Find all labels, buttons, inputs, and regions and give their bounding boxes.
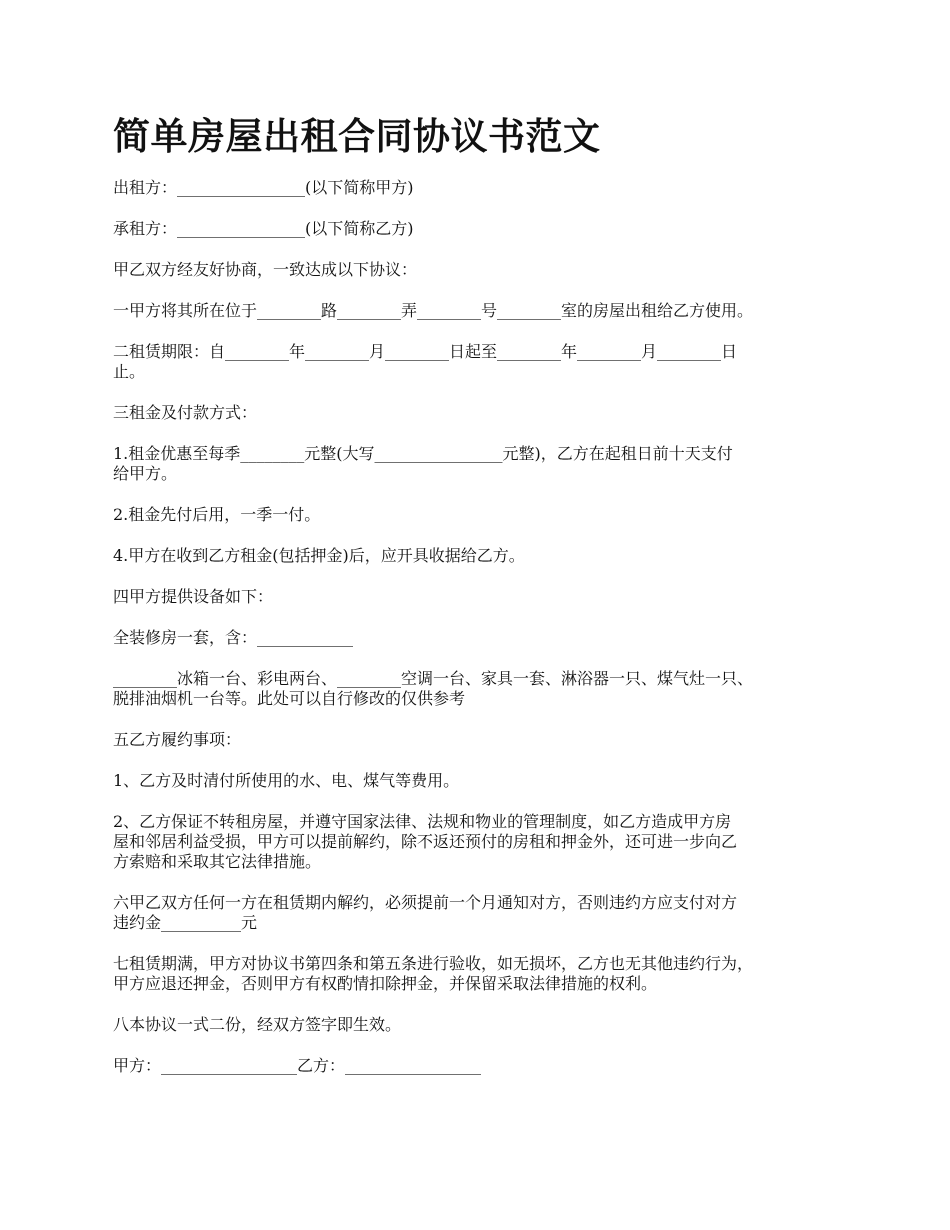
clause-3-item-2: 2.租金先付后用，一季一付。 [113,505,321,524]
signature-line: 甲方：_________________乙方：_________________ [113,1056,482,1075]
clause-3-item-4: 4.甲方在收到乙方租金(包括押金)后，应开具收据给乙方。 [113,546,525,565]
clause-5-heading: 五乙方履约事项： [113,730,242,749]
clause-4-furnishing: 全装修房一套，含：____________ [113,628,354,647]
clause-5-item-1: 1、乙方及时清付所使用的水、电、煤气等费用。 [113,771,460,790]
clause-3-item-1: 1.租金优惠至每季________元整(大写________________元整)，乙方在起租日前十天支付 给甲方。 [113,444,733,483]
clause-3-heading: 三租金及付款方式： [113,403,258,422]
agreement-intro: 甲乙双方经友好协商，一致达成以下协议： [113,260,418,279]
clause-4-equipment-list: ________冰箱一台、彩电两台、________空调一台、家具一套、淋浴器一只、煤气灶一只、 脱排油烟机一台等。此处可以自行修改的仅供参考 [113,669,754,708]
clause-7-expiry: 七租赁期满，甲方对协议书第四条和第五条进行验收，如无损坏，乙方也无其他违约行为， 甲方应退还押金，否则甲方有权酌情扣除押金，并保留采取法律措施的权利。 [113,954,754,993]
clause-2-term: 二租赁期限：自________年________月________日起至________年________月________日 止。 [113,342,738,381]
clause-8-effect: 八本协议一式二份，经双方签字即生效。 [113,1015,402,1034]
party-lessor-line: 出租方：________________(以下简称甲方) [113,178,414,197]
clause-5-item-2: 2、乙方保证不转租房屋，并遵守国家法律、法规和物业的管理制度，如乙方造成甲方房 屋和邻居利益受损，甲方可以提前解约，除不返还预付的房租和押金外，还可进一步向乙 方索赔和采取其它法律措施。 [113,812,738,871]
document-title: 简单房屋出租合同协议书范文 [113,114,601,158]
party-lessee-line: 承租方：________________(以下简称乙方) [113,219,414,238]
clause-6-termination: 六甲乙双方任何一方在租赁期内解约，必须提前一个月通知对方，否则违约方应支付对方 违约金__________元 [113,893,738,932]
clause-1-location: 一甲方将其所在位于________路________弄________号________室的房屋出租给乙方使用。 [113,301,754,320]
clause-4-heading: 四甲方提供设备如下： [113,587,274,606]
document-page [113,112,858,1097]
